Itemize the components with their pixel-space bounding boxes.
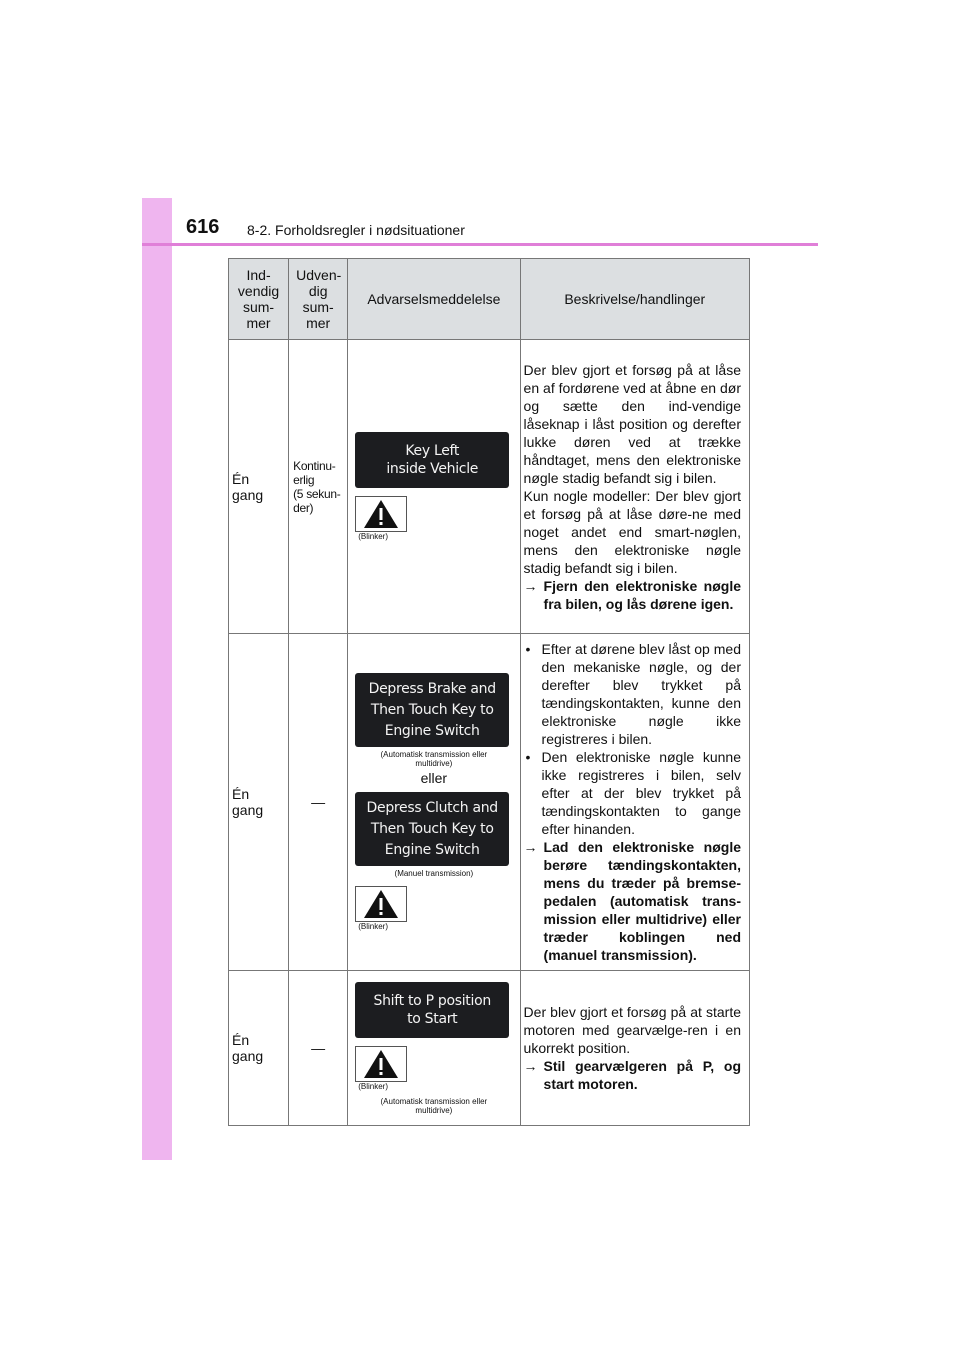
table-row (229, 634, 750, 971)
action-instruction: → Lad den elektroniske nøgle berøre tændingskontakten, mens du træder på bremse-pedalen (automatisk trans-mission eller multidrive) eller træder koblingen ned (manuel transmission). (523, 839, 741, 963)
bullet-item: • Den elektroniske nøgle kunne ikke registreres i bilen, selv efter at der blev trykket på tændingskontakten to gange efter hinanden. (525, 749, 741, 837)
description-cell (520, 971, 749, 1126)
header-inside-buzzer: Ind- vendig sum- mer (229, 259, 289, 340)
outside-buzzer-cell: — (289, 634, 348, 971)
or-text: eller (420, 770, 448, 786)
chapter-sidebar-tab (142, 198, 172, 1160)
warning-triangle-icon (363, 1049, 399, 1079)
warning-message-table (228, 258, 750, 1126)
outside-buzzer-cell: — (289, 971, 348, 1126)
description-cell (520, 340, 749, 634)
table-row (229, 971, 750, 1126)
warning-light-box (355, 496, 407, 532)
section-title: 8-2. Forholdsregler i nødsituationer (247, 222, 465, 238)
display-screen-shift-to-p: Shift to P position to Start (355, 982, 509, 1038)
warning-light-box (355, 886, 407, 922)
inside-buzzer-cell: Én gang (229, 971, 289, 1126)
action-instruction: → Fjern den elektroniske nøgle fra bilen, og lås dørene igen. (523, 577, 741, 612)
screen-caption: (Automatisk transmission eller multidrive) (380, 1096, 488, 1115)
inside-buzzer-cell: Én gang (229, 634, 289, 971)
warning-triangle-icon (363, 499, 399, 529)
header-outside-buzzer: Udven- dig sum- mer (289, 259, 348, 340)
screen-caption: (Automatisk transmission eller multidrive) (380, 750, 488, 768)
header-description: Beskrivelse/handlinger (520, 259, 749, 340)
arrow-right-icon: → (523, 577, 538, 594)
description-text: Kun nogle modeller: Der blev gjort et forsøg på at låse døre-ne med noget andet end smart-nøglen, mens den elektroniske nøgle stadig befandt sig i bilen. (523, 487, 741, 576)
warning-message-cell (348, 634, 520, 971)
arrow-right-icon: → (523, 839, 538, 855)
blinker-caption: (Blinker) (358, 1081, 388, 1091)
table-row (229, 340, 750, 634)
arrow-right-icon: → (523, 1058, 538, 1074)
warning-triangle-icon (363, 889, 399, 919)
bullet-item: • Efter at dørene blev låst op med den mekaniske nøgle, og der derefter blev trykket på tændingskontakten, kunne den elektroniske nøgle ikke registreres i bilen. (525, 641, 741, 747)
table-header-row (229, 259, 750, 340)
description-cell (520, 634, 749, 971)
header-rule (142, 243, 818, 246)
blinker-caption: (Blinker) (358, 922, 388, 931)
blinker-caption: (Blinker) (358, 532, 388, 541)
screen-caption: (Manuel transmission) (394, 869, 474, 878)
warning-light-box (355, 1046, 407, 1082)
header-warning-message: Advarselsmeddelelse (348, 259, 520, 340)
action-instruction: → Stil gearvælgeren på P, og start motoren. (523, 1058, 741, 1092)
warning-message-cell (348, 971, 520, 1126)
display-screen-depress-brake: Depress Brake and Then Touch Key to Engine Switch (355, 673, 509, 747)
outside-buzzer-cell: Kontinu- erlig (5 sekun- der) (289, 340, 348, 634)
description-text: Der blev gjort et forsøg på at starte motoren med gearvælge-ren i en ukorrekt position. (523, 1004, 741, 1056)
warning-message-cell (348, 340, 520, 634)
display-screen-depress-clutch: Depress Clutch and Then Touch Key to Engine Switch (355, 792, 509, 866)
page-number: 616 (186, 216, 220, 238)
display-screen-key-left: Key Left inside Vehicle (355, 432, 509, 488)
inside-buzzer-cell: Én gang (229, 340, 289, 634)
description-text: Der blev gjort et forsøg på at låse en af fordørene ved at åbne en dør og sætte den ind-vendige låseknap i låst position og derefter lukke døren ved at trække håndtaget, mens den elektroniske nøgle stadig befandt sig i bilen. (523, 361, 741, 486)
